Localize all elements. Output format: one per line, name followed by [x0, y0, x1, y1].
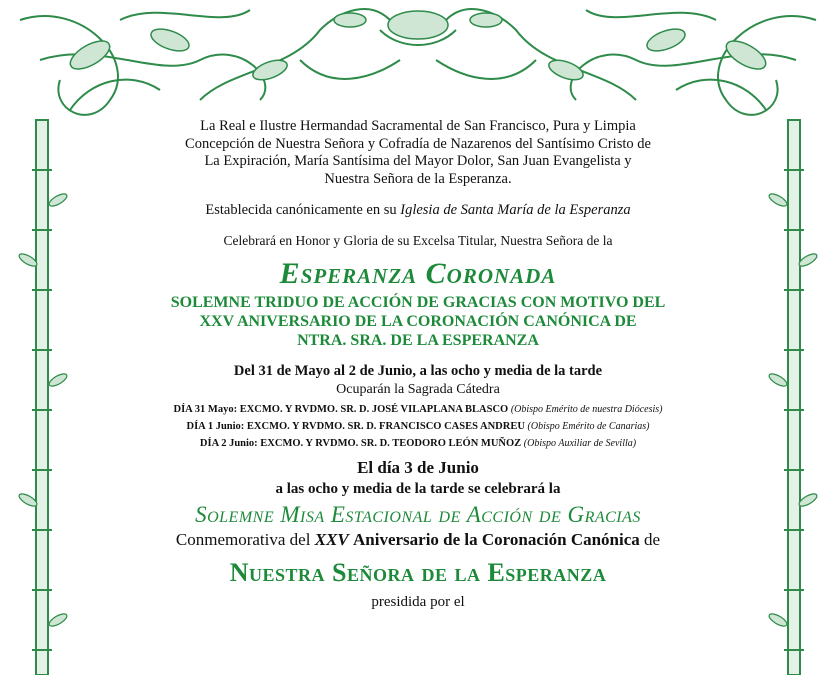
dates-line: Del 31 de Mayo al 2 de Junio, a las ocho y media de la tarde: [233, 363, 603, 379]
preacher-day: DÍA 2 Junio:: [199, 438, 258, 449]
triduo-line: NTRA. SRA. DE LA ESPERANZA: [297, 332, 539, 349]
june3-heading: El día 3 de Junio: [357, 458, 479, 477]
conmem-xxv: XXV: [314, 530, 349, 549]
preacher-row: [80, 404, 756, 415]
preacher-title: (Obispo Emérito de Canarias): [527, 421, 650, 432]
presidida-line: presidida por el: [371, 594, 465, 610]
conmem-suffix: de: [644, 530, 661, 549]
brotherhood-intro: [80, 118, 756, 188]
conmem-middle: Aniversario de la Coronación Canónica: [352, 530, 640, 549]
intro-line: La Expiración, María Santísima del Mayor Dolor, San Juan Evangelista y: [204, 153, 632, 169]
commemorative-line: [80, 530, 756, 550]
preacher-row: [80, 421, 756, 432]
church-name: Iglesia de Santa María de la Esperanza: [400, 202, 631, 218]
document-body: [80, 118, 756, 611]
june3-subheading: a las ocho y media de la tarde se celebrará la: [275, 481, 561, 497]
triduo-line: XXV ANIVERSARIO DE LA CORONACIÓN CANÓNICA DE: [199, 313, 637, 330]
preacher-day: DÍA 31 Mayo:: [173, 404, 238, 415]
preacher-title: (Obispo Auxiliar de Sevilla): [523, 438, 637, 449]
preacher-row: [80, 438, 756, 449]
honor-line: Celebrará en Honor y Gloria de su Excelsa Titular, Nuestra Señora de la: [223, 233, 613, 248]
preacher-title: (Obispo Emérito de nuestra Diócesis): [510, 404, 663, 415]
main-title: Esperanza Coronada: [279, 257, 557, 290]
catedra-line: Ocuparán la Sagrada Cátedra: [336, 382, 500, 397]
preacher-name: EXCMO. Y RVDMO. SR. D. TEODORO LEÓN MUÑOZ: [260, 438, 522, 449]
preacher-name: EXCMO. Y RVDMO. SR. D. JOSÉ VILAPLANA BLASCO: [239, 404, 509, 415]
established-prefix: Establecida canónicamente en su: [205, 202, 397, 218]
conmem-prefix: Conmemorativa del: [175, 530, 311, 549]
intro-line: La Real e Ilustre Hermandad Sacramental de San Francisco, Pura y Limpia: [200, 118, 636, 134]
preacher-name: EXCMO. Y RVDMO. SR. D. FRANCISCO CASES ANDREU: [246, 421, 525, 432]
triduo-line: SOLEMNE TRIDUO DE ACCIÓN DE GRACIAS CON MOTIVO DEL: [170, 294, 666, 311]
established-line: [80, 202, 756, 219]
preacher-day: DÍA 1 Junio:: [186, 421, 245, 432]
intro-line: Concepción de Nuestra Señora y Cofradía de Nazarenos del Santísimo Cristo de: [185, 135, 651, 152]
misa-title: Solemne Misa Estacional de Acción de Gracias: [195, 502, 641, 527]
ntra-title: Nuestra Señora de la Esperanza: [229, 558, 607, 587]
intro-line: Nuestra Señora de la Esperanza.: [324, 170, 512, 187]
triduo-heading: [80, 293, 756, 350]
